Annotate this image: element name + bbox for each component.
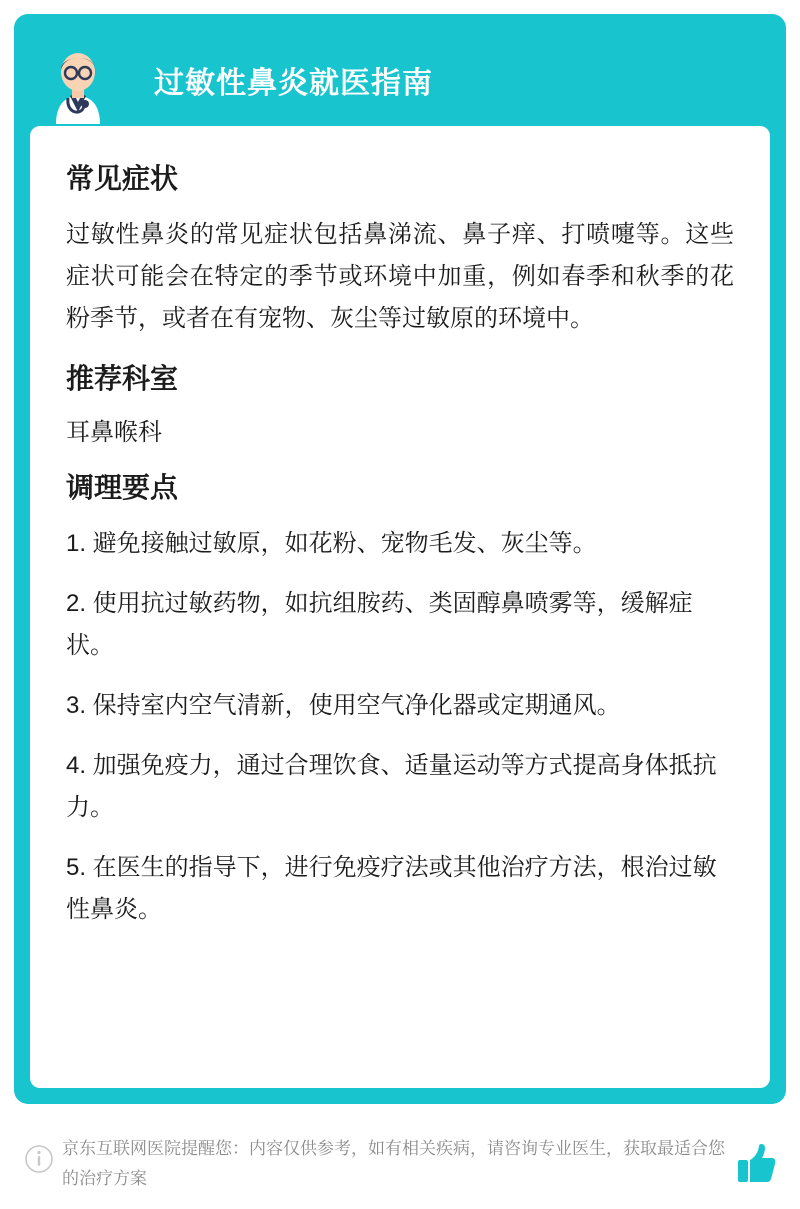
thumbs-up-icon[interactable] xyxy=(736,1142,776,1186)
list-item: 5. 在医生的指导下，进行免疫疗法或其他治疗方法，根治过敏性鼻炎。 xyxy=(66,853,717,923)
footer-disclaimer xyxy=(14,1118,786,1198)
page-title: 过敏性鼻炎就医指南 xyxy=(154,67,433,100)
doctor-avatar-icon xyxy=(30,32,126,128)
info-circle-icon xyxy=(24,1144,54,1174)
footer-text: 京东互联网医院提醒您：内容仅供参考，如有相关疾病，请咨询专业医生，获取最适合您的治疗方案 xyxy=(62,1139,725,1188)
list-item: 4. 加强免疫力，通过合理饮食、适量运动等方式提高身体抵抗力。 xyxy=(66,751,717,821)
section-text-department: 耳鼻喉科 xyxy=(66,419,162,447)
section-heading-care-points: 调理要点 xyxy=(66,472,179,504)
list-item: 3. 保持室内空气清新，使用空气净化器或定期通风。 xyxy=(66,691,621,719)
care-points-list xyxy=(66,523,734,931)
list-item: 2. 使用抗过敏药物，如抗组胺药、类固醇鼻喷雾等，缓解症状。 xyxy=(66,589,693,659)
section-heading-symptoms: 常见症状 xyxy=(66,163,179,194)
section-heading-department: 推荐科室 xyxy=(66,362,179,394)
guide-card xyxy=(14,14,786,1104)
list-item: 1. 避免接触过敏原，如花粉、宠物毛发、灰尘等。 xyxy=(66,529,597,557)
content-sheet xyxy=(30,126,770,1088)
section-text-symptoms: 过敏性鼻炎的常见症状包括鼻涕流、鼻子痒、打喷嚏等。这些症状可能会在特定的季节或环境中加重，例如春季和秋季的花粉季节，或者在有宠物、灰尘等过敏原的环境中。 xyxy=(66,220,734,332)
